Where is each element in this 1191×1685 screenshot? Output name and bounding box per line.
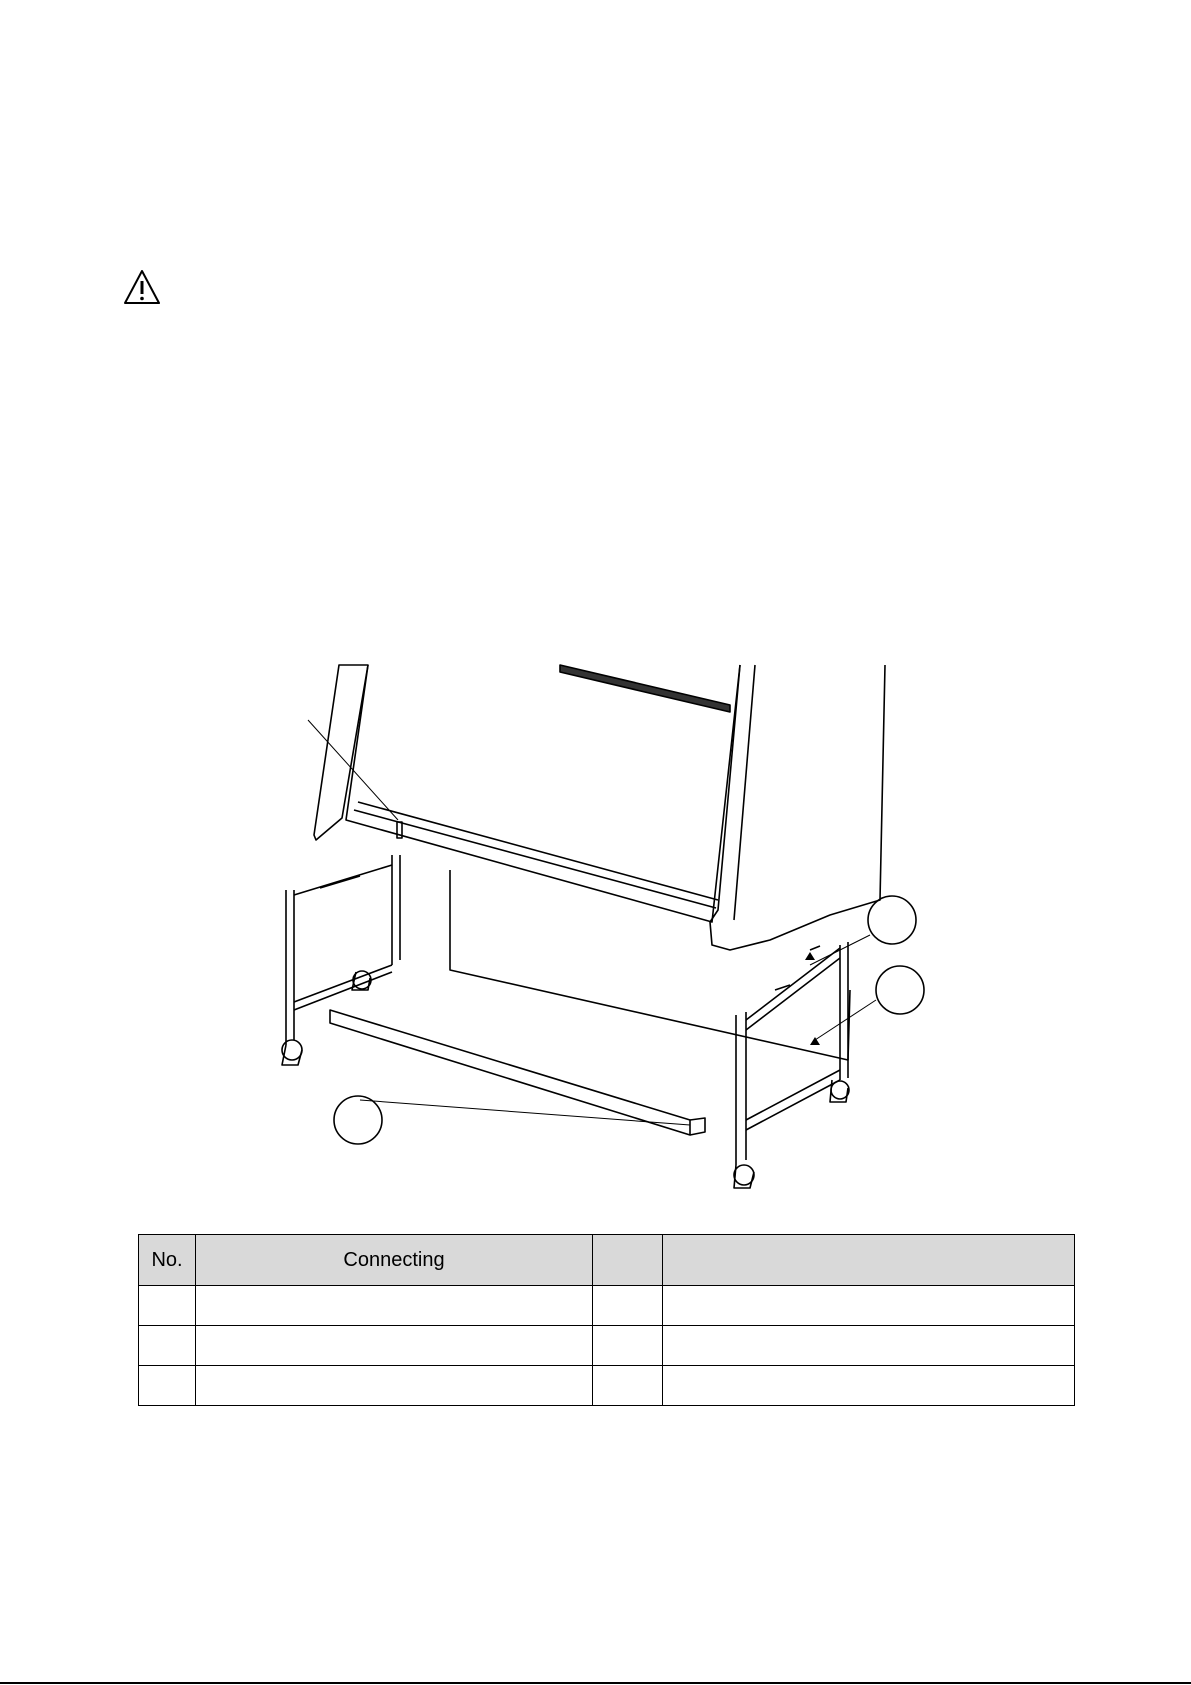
callout-circle-1: [868, 896, 916, 944]
table-cell: [139, 1366, 196, 1406]
left-back-leg: [392, 855, 400, 965]
table-row: [139, 1326, 1075, 1366]
assembly-drawing: [250, 660, 1000, 1215]
callout-circle-2: [876, 966, 924, 1014]
table-cell: [593, 1366, 663, 1406]
table-row: [139, 1366, 1075, 1406]
leader-line: [360, 1100, 690, 1125]
header-col-4: [663, 1235, 1075, 1286]
warning-triangle-icon: [122, 268, 162, 306]
cross-beam: [330, 1010, 690, 1135]
table-cell: [663, 1366, 1075, 1406]
table-cell: [663, 1286, 1075, 1326]
left-front-leg: [286, 890, 294, 1045]
cabinet-left-panel: [314, 665, 368, 840]
top-bar: [560, 665, 730, 712]
header-connecting: Connecting: [196, 1235, 593, 1286]
table-cell: [196, 1366, 593, 1406]
table-row: [139, 1286, 1075, 1326]
cabinet-right-panel: [710, 665, 885, 950]
callout-circle-3: [334, 1096, 382, 1144]
leader-line: [308, 720, 398, 820]
cabinet-front-frame: [346, 665, 740, 922]
table-cell: [593, 1326, 663, 1366]
table-cell: [196, 1286, 593, 1326]
header-no: No.: [139, 1235, 196, 1286]
footer-rule: [0, 1682, 1191, 1684]
table-header-row: [139, 1235, 1075, 1286]
connecting-parts-table: [138, 1234, 1075, 1406]
arrowhead: [805, 952, 815, 960]
table-cell: [139, 1286, 196, 1326]
header-col-3: [593, 1235, 663, 1286]
table-cell: [663, 1326, 1075, 1366]
table-cell: [139, 1326, 196, 1366]
lower-back-panel: [450, 870, 850, 1060]
table-cell: [593, 1286, 663, 1326]
leader-line: [815, 1000, 876, 1040]
table-cell: [196, 1326, 593, 1366]
